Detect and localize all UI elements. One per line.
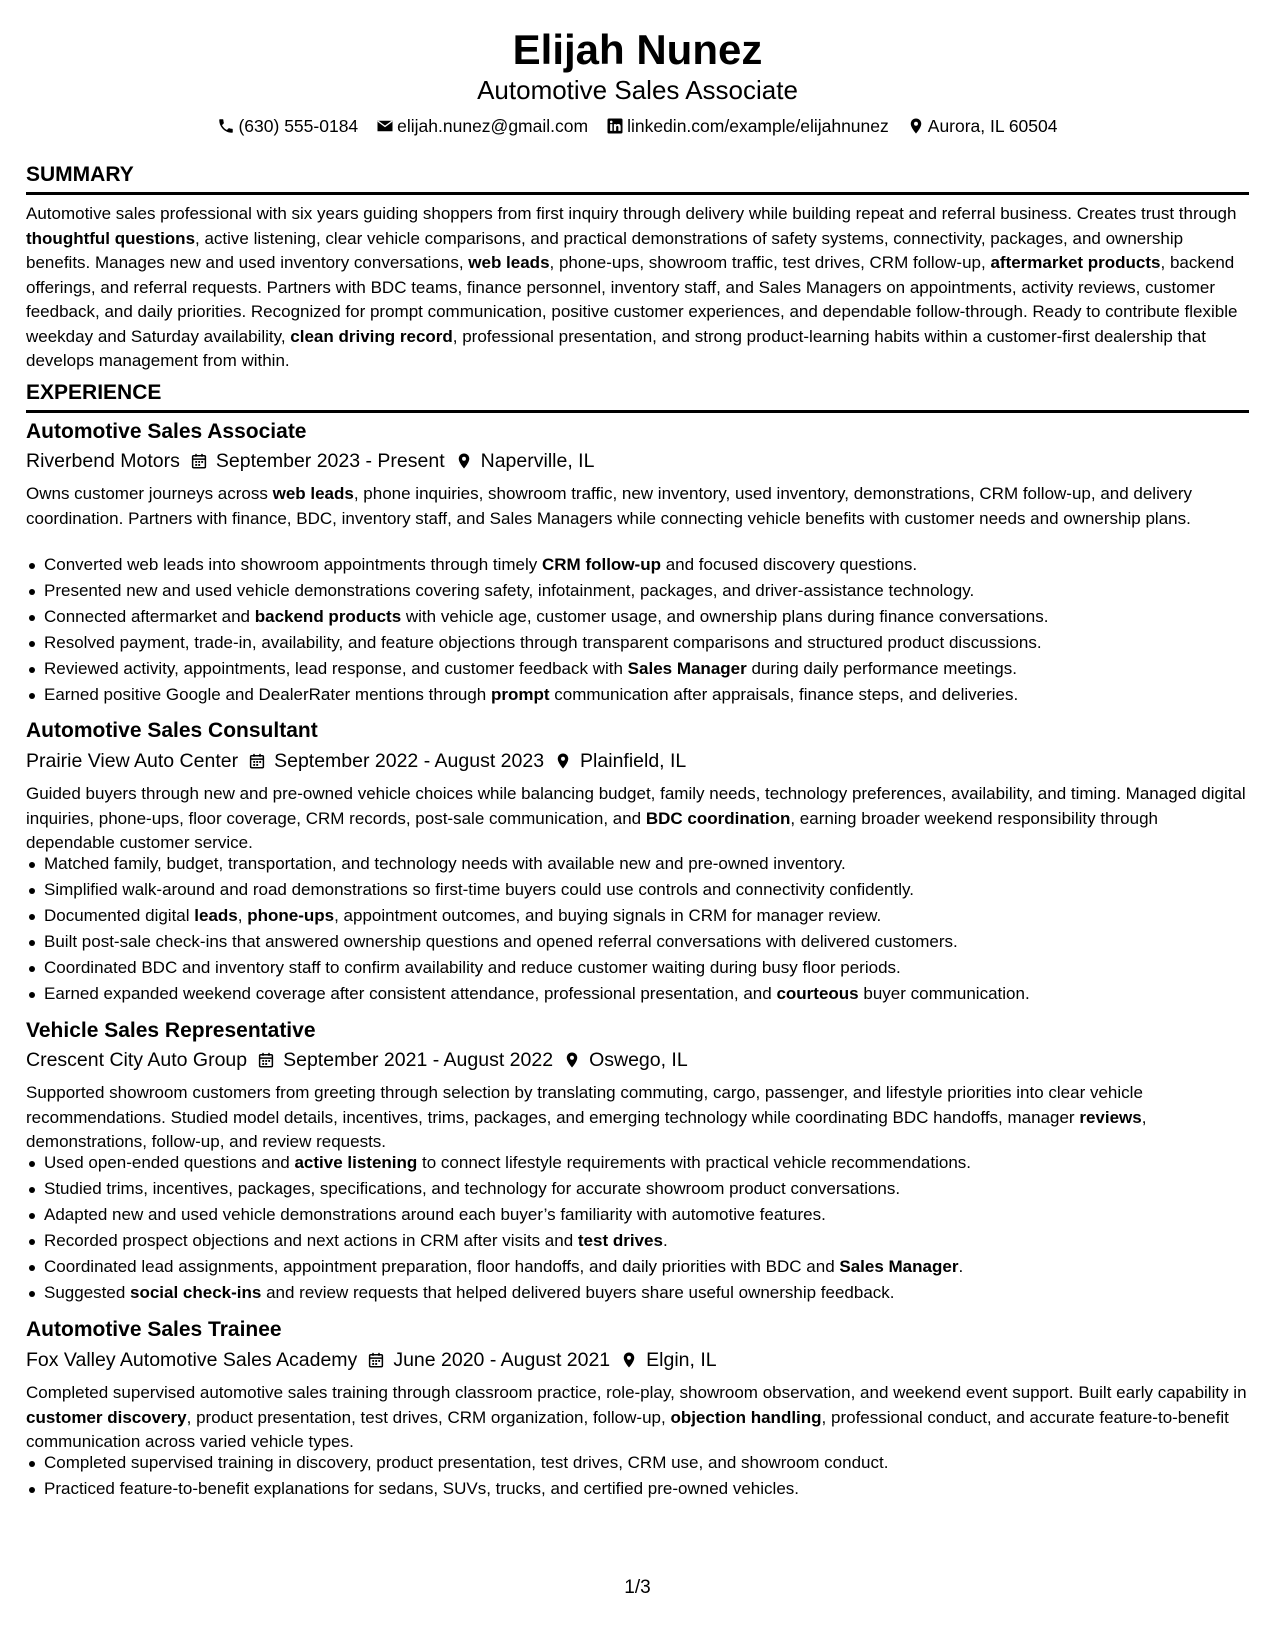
emphasis-text: leads (194, 906, 238, 925)
bullet-item (26, 630, 1250, 656)
text-segment: Completed supervised training in discovery, product presentation, test drives, CRM use, and showroom conduct. (44, 1453, 889, 1472)
text-segment: , phone-ups, showroom traffic, test drives, CRM follow-up, (549, 253, 991, 272)
contact-email[interactable] (376, 114, 588, 138)
contact-email-text: elijah.nunez@gmail.com (397, 116, 589, 136)
text-segment: buyer communication. (858, 984, 1030, 1003)
text-segment: Coordinated lead assignments, appointment preparation, floor handoffs, and daily priorities with BDC and (44, 1257, 840, 1276)
bullet-item (26, 1228, 1250, 1254)
job-meta (26, 748, 686, 774)
experience-heading: EXPERIENCE (26, 380, 1249, 413)
contact-linkedin-text: linkedin.com/example/elijahnunez (627, 116, 889, 136)
contact-bar (0, 114, 1275, 138)
text-segment: . (958, 1257, 964, 1276)
text-segment: with vehicle age, customer usage, and ownership plans during finance conversations. (401, 607, 1049, 626)
emphasis-text: objection handling (670, 1407, 822, 1427)
bullet-item (26, 656, 1250, 682)
bullet-item (26, 552, 1250, 578)
emphasis-text: prompt (491, 685, 550, 704)
location-icon (455, 451, 473, 471)
emphasis-text: clean driving record (290, 326, 453, 346)
emphasis-text: Sales Manager (839, 1257, 959, 1276)
job-meta (26, 1347, 717, 1373)
text-segment: , appointment outcomes, and buying signals in CRM for manager review. (334, 906, 882, 925)
text-segment: , demonstrations, follow-up, and review requests. (26, 1107, 1147, 1151)
candidate-name: Elijah Nunez (512, 26, 763, 73)
text-segment: Recorded prospect objections and next actions in CRM after visits and (44, 1231, 578, 1250)
text-segment: Guided buyers through new and pre-owned vehicle choices while balancing budget, family needs, technology preferences, availability, and timing. Managed digital inquiries, phone-ups, floor coverage, CRM records, post-sale communication, and (26, 784, 1246, 828)
emphasis-text: web leads (272, 484, 354, 503)
emphasis-text: test drives (577, 1231, 663, 1250)
job-title: Automotive Sales Associate (26, 420, 307, 443)
location-icon (563, 1050, 581, 1070)
summary-text (26, 202, 1250, 374)
text-segment: communication after appraisals, finance steps, and deliveries. (549, 685, 1019, 704)
text-segment: Coordinated BDC and inventory staff to confirm availability and reduce customer waiting during busy floor periods. (44, 958, 901, 977)
text-segment: , phone inquiries, showroom traffic, new inventory, used inventory, demonstrations, CRM follow-up, and delivery coordination. Partners with finance, BDC, inventory staff, and Sales Managers while connecting vehicle benefits with customer needs and ownership plans. (26, 484, 1192, 528)
job-title: Automotive Sales Trainee (26, 1318, 282, 1341)
calendar-icon (248, 751, 266, 771)
bullet-item (26, 955, 1250, 981)
emphasis-text: backend products (254, 607, 402, 626)
contact-phone[interactable] (217, 114, 358, 138)
job-bullets (26, 1450, 1250, 1502)
contact-location (907, 114, 1058, 138)
bullet-item (26, 1176, 1250, 1202)
text-segment: Automotive sales professional with six years guiding shoppers from first inquiry through delivery while building repeat and referral business. Creates trust through (26, 204, 1237, 223)
bullet-item (26, 1476, 1250, 1502)
emphasis-text: social check-ins (130, 1283, 262, 1302)
emphasis-text: phone-ups (247, 906, 335, 925)
bullet-item (26, 1280, 1250, 1306)
text-segment: Matched family, budget, transportation, and technology needs with available new and pre-owned inventory. (44, 854, 846, 873)
job-summary (26, 1081, 1250, 1155)
job-company: Prairie View Auto Center (26, 750, 239, 772)
summary-heading: SUMMARY (26, 162, 1249, 195)
location-icon (620, 1350, 638, 1370)
text-segment: Connected aftermarket and (44, 607, 255, 626)
text-segment: , professional presentation, and strong product-learning habits within a customer-first dealership that develops management from within. (26, 326, 1206, 370)
job-bullets (26, 552, 1250, 708)
contact-location-text: Aurora, IL 60504 (927, 116, 1058, 136)
bullet-item (26, 578, 1250, 604)
job-meta (26, 448, 594, 474)
job-summary (26, 1381, 1250, 1455)
text-segment: Studied trims, incentives, packages, specifications, and technology for accurate showroom product conversations. (44, 1179, 901, 1198)
calendar-icon (367, 1350, 385, 1370)
bullet-item (26, 877, 1250, 903)
bullet-item (26, 981, 1250, 1007)
bullet-item (26, 1150, 1250, 1176)
emphasis-text: web leads (468, 253, 550, 272)
text-segment: Documented digital (44, 906, 195, 925)
text-segment: Suggested (44, 1283, 131, 1302)
contact-linkedin[interactable] (606, 114, 889, 138)
job-summary (26, 482, 1250, 531)
job-location: Plainfield, IL (580, 750, 687, 772)
emphasis-text: active listening (294, 1153, 418, 1172)
bullet-item (26, 851, 1250, 877)
bullet-item (26, 929, 1250, 955)
location-icon (554, 751, 572, 771)
text-segment: . (662, 1231, 668, 1250)
text-segment: Owns customer journeys across (26, 484, 273, 503)
text-segment: , earning broader weekend responsibility through dependable customer service. (26, 808, 1158, 852)
job-dates: September 2023 - Present (215, 450, 445, 472)
emphasis-text: thoughtful questions (26, 228, 196, 248)
text-segment: , active listening, clear vehicle comparisons, and practical demonstrations of safety systems, connectivity, packages, and ownership benefits. Manages new and used inventory conversations, (26, 228, 1184, 272)
bullet-item (26, 1254, 1250, 1280)
text-segment: during daily performance meetings. (746, 659, 1017, 678)
text-segment: and focused discovery questions. (660, 555, 918, 574)
bullet-item (26, 1202, 1250, 1228)
calendar-icon (257, 1050, 275, 1070)
emphasis-text: customer discovery (26, 1407, 187, 1427)
phone-icon (217, 117, 235, 135)
contact-phone-text: (630) 555-0184 (238, 116, 359, 136)
text-segment: Resolved payment, trade-in, availability, and feature objections through transparent comparisons and structured product discussions. (44, 633, 1042, 652)
emphasis-text: courteous (776, 984, 859, 1003)
emphasis-text: Sales Manager (627, 659, 747, 678)
text-segment: , backend offerings, and referral requests. Partners with BDC teams, finance personnel, inventory staff, and Sales Managers on appointments, activity reviews, customer feedback, and daily priorities. Recognized for prompt communication, positive customer experiences, and dependable follow-through. Ready to contribute flexible weekday and Saturday availability, (26, 253, 1238, 346)
text-segment: to connect lifestyle requirements with practical vehicle recommendations. (417, 1153, 971, 1172)
job-dates: September 2022 - August 2023 (274, 750, 545, 772)
job-company: Crescent City Auto Group (26, 1049, 248, 1071)
job-bullets (26, 1150, 1250, 1306)
job-location: Elgin, IL (646, 1349, 717, 1371)
text-segment: Simplified walk-around and road demonstrations so first-time buyers could use controls and connectivity confidently. (44, 880, 914, 899)
page-number: 1/3 (624, 1577, 651, 1598)
emphasis-text: BDC coordination (645, 808, 791, 828)
bullet-item (26, 604, 1250, 630)
job-bullets (26, 851, 1250, 1007)
job-location: Naperville, IL (480, 450, 595, 472)
text-segment: Practiced feature-to-benefit explanations for sedans, SUVs, trucks, and certified pre-owned vehicles. (44, 1479, 799, 1498)
linkedin-icon (606, 117, 624, 135)
job-summary (26, 782, 1250, 856)
email-icon (376, 117, 394, 135)
text-segment: Completed supervised automotive sales training through classroom practice, role-play, showroom observation, and weekend event support. Built early capability in (26, 1383, 1247, 1402)
job-dates: September 2021 - August 2022 (283, 1049, 554, 1071)
text-segment: Adapted new and used vehicle demonstrations around each buyer’s familiarity with automotive features. (44, 1205, 826, 1224)
bullet-item (26, 1450, 1250, 1476)
job-title: Vehicle Sales Representative (26, 1019, 316, 1042)
text-segment: Earned positive Google and DealerRater mentions through (44, 685, 491, 704)
job-company: Riverbend Motors (26, 450, 180, 472)
text-segment: , professional conduct, and accurate feature-to-benefit communication across varied vehicle types. (26, 1407, 1229, 1451)
candidate-role: Automotive Sales Associate (477, 75, 798, 105)
job-dates: June 2020 - August 2021 (393, 1349, 611, 1371)
text-segment: Supported showroom customers from greeting through selection by translating commuting, cargo, passenger, and lifestyle priorities into clear vehicle recommendations. Studied model details, incentives, trims, packages, and emerging technology while coordinating BDC handoffs, manager (26, 1083, 1143, 1127)
location-icon (907, 117, 925, 135)
emphasis-text: aftermarket products (990, 253, 1161, 272)
job-meta (26, 1047, 688, 1073)
text-segment: Converted web leads into showroom appointments through timely (44, 555, 542, 574)
text-segment: Earned expanded weekend coverage after consistent attendance, professional presentation, and (44, 984, 777, 1003)
calendar-icon (190, 451, 208, 471)
bullet-item (26, 903, 1250, 929)
bullet-item (26, 682, 1250, 708)
text-segment: and review requests that helped delivered buyers share useful ownership feedback. (261, 1283, 895, 1302)
text-segment: Presented new and used vehicle demonstrations covering safety, infotainment, packages, and driver-assistance technology. (44, 581, 975, 600)
text-segment: Reviewed activity, appointments, lead response, and customer feedback with (44, 659, 628, 678)
job-company: Fox Valley Automotive Sales Academy (26, 1349, 358, 1371)
text-segment: , (237, 906, 248, 925)
emphasis-text: reviews (1079, 1107, 1142, 1127)
text-segment: Built post-sale check-ins that answered ownership questions and opened referral conversations with delivered customers. (44, 932, 958, 951)
text-segment: Used open-ended questions and (44, 1153, 295, 1172)
emphasis-text: CRM follow-up (542, 555, 661, 574)
text-segment: , product presentation, test drives, CRM organization, follow-up, (186, 1407, 671, 1427)
job-location: Oswego, IL (589, 1049, 688, 1071)
job-title: Automotive Sales Consultant (26, 719, 318, 742)
